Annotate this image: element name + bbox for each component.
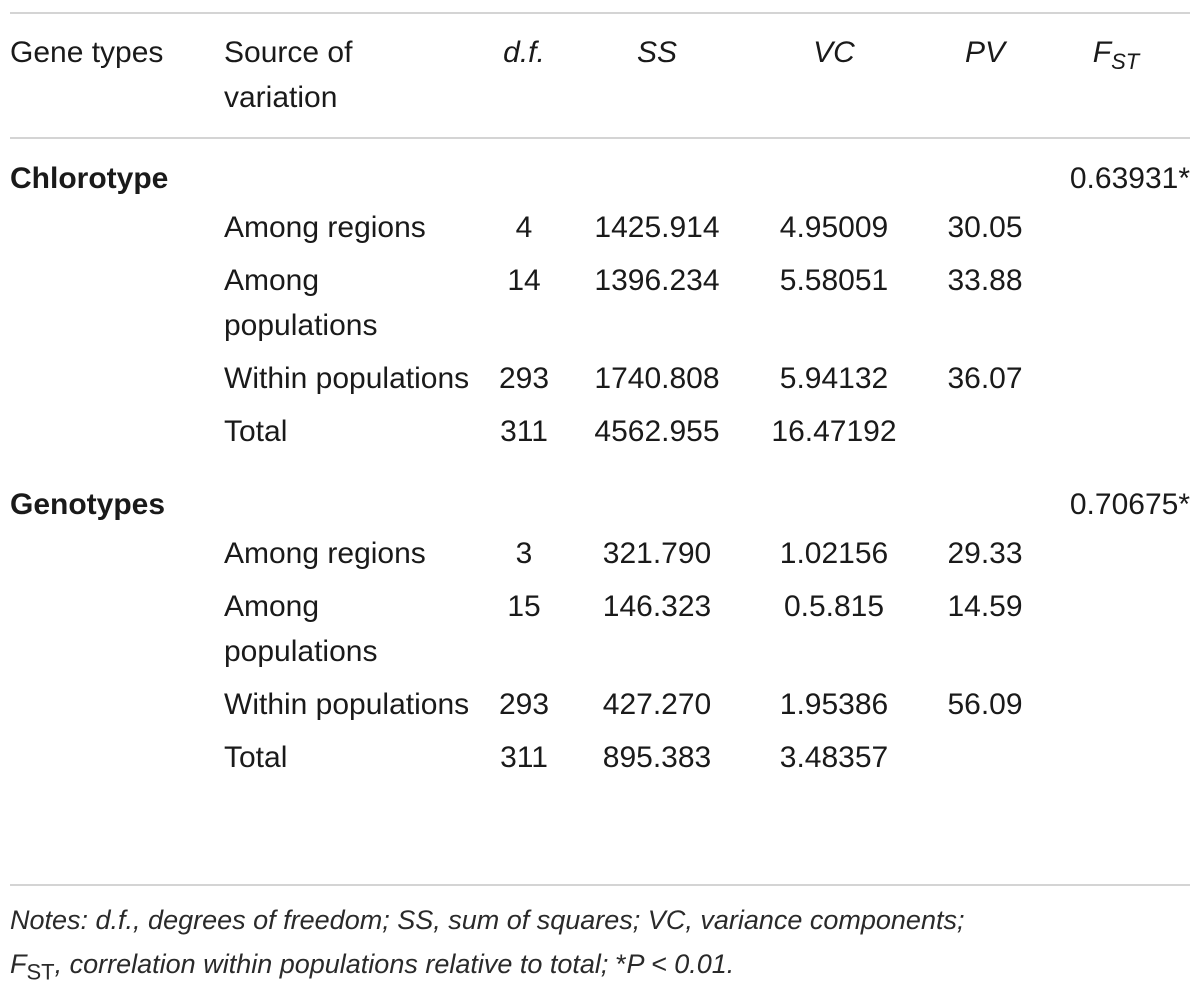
header-pv: PV — [964, 36, 1006, 69]
ss-cell: 427.270 — [602, 688, 712, 721]
ss-cell: 1396.234 — [594, 264, 720, 297]
table-row — [10, 584, 1190, 682]
vc-cell: 1.02156 — [779, 537, 889, 570]
table-body — [10, 136, 1190, 788]
df-cell: 3 — [515, 537, 533, 570]
ss-cell: 895.383 — [602, 741, 712, 774]
pv-cell: 30.05 — [947, 211, 1023, 244]
ss-cell: 146.323 — [602, 590, 712, 623]
vc-cell: 0.5.815 — [783, 590, 885, 623]
ss-cell: 1425.914 — [594, 211, 720, 244]
table-row — [10, 735, 1190, 788]
vc-cell: 5.94132 — [779, 362, 889, 395]
fst-value: 0.70675* — [1069, 488, 1190, 521]
notes-line-1: Notes: d.f., degrees of freedom; SS, sum of squares; VC, variance components; — [10, 905, 965, 935]
table-row — [10, 205, 1190, 258]
notes-asterisk: * — [615, 949, 627, 979]
gene-type-label: Genotypes — [10, 488, 166, 521]
header-gene-types: Gene types — [10, 36, 164, 69]
header-source-of-variation: Source of variation — [224, 36, 353, 114]
df-cell: 14 — [507, 264, 541, 297]
df-cell: 311 — [500, 415, 548, 448]
df-cell: 15 — [507, 590, 541, 623]
group-row — [10, 136, 1190, 205]
pv-cell: 36.07 — [947, 362, 1023, 395]
vc-cell: 5.58051 — [779, 264, 889, 297]
source-cell: Total — [224, 741, 288, 774]
pv-cell: 14.59 — [947, 590, 1023, 623]
pv-cell: 33.88 — [947, 264, 1023, 297]
table-row — [10, 356, 1190, 409]
source-cell: Among regions — [224, 537, 426, 570]
bottom-rule — [10, 884, 1190, 886]
table-row — [10, 258, 1190, 356]
source-cell: Within populations — [224, 362, 470, 395]
pv-cell: 29.33 — [947, 537, 1023, 570]
header-fst: $F_{ST}$ — [1092, 36, 1140, 74]
source-cell: Among regions — [224, 211, 426, 244]
header-vc: VC — [813, 36, 855, 69]
vc-cell: 1.95386 — [779, 688, 889, 721]
pv-cell: 56.09 — [947, 688, 1023, 721]
header-ss: SS — [636, 36, 678, 69]
source-cell: Within populations — [224, 688, 470, 721]
vc-cell: 16.47192 — [771, 415, 897, 448]
notes-line-2: , correlation within populations relative to total; — [54, 949, 616, 979]
ss-cell: 4562.955 — [594, 415, 720, 448]
table-row — [10, 531, 1190, 584]
pv-cell — [928, 735, 1042, 788]
fst-value: 0.63931* — [1069, 162, 1190, 195]
df-cell: 4 — [515, 211, 533, 244]
table-row — [10, 682, 1190, 735]
pv-cell — [928, 409, 1042, 462]
notes-fst-symbol: $F_{ST}$ — [10, 949, 55, 985]
notes-p-value: P < 0.01. — [626, 949, 735, 979]
df-cell: 293 — [498, 688, 550, 721]
table-row — [10, 409, 1190, 462]
ss-cell: 1740.808 — [594, 362, 720, 395]
gene-type-label: Chlorotype — [10, 162, 169, 195]
df-cell: 311 — [500, 741, 548, 774]
source-cell: Among populations — [224, 264, 378, 342]
source-cell: Total — [224, 415, 288, 448]
amova-table — [10, 14, 1190, 788]
df-cell: 293 — [498, 362, 550, 395]
vc-cell: 4.95009 — [779, 211, 889, 244]
vc-cell: 3.48357 — [779, 741, 889, 774]
ss-cell: 321.790 — [602, 537, 712, 570]
source-cell: Among populations — [224, 590, 378, 668]
header-df: d.f. — [503, 36, 545, 69]
table-header — [10, 14, 1190, 136]
table-notes — [10, 898, 1182, 986]
group-row — [10, 462, 1190, 531]
